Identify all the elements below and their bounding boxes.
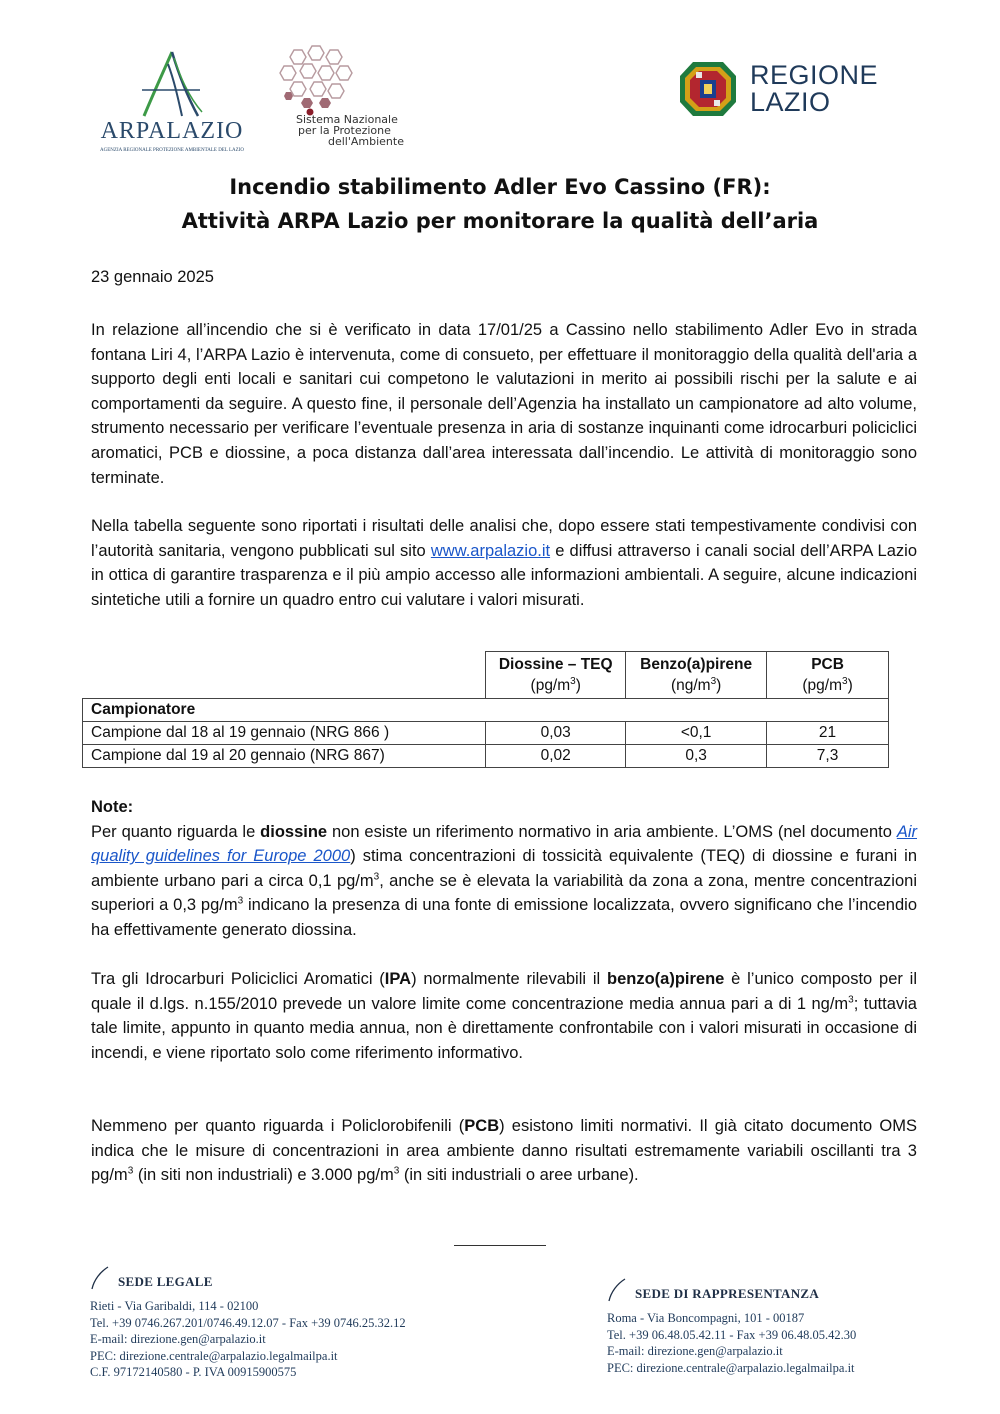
footer-right-heading: SEDE DI RAPPRESENTANZA xyxy=(635,1285,820,1301)
footer-left-pec: PEC: direzione.centrale@arpalazio.legalmailpa.it xyxy=(90,1348,338,1363)
snpa-line-1: Sistema Nazionale xyxy=(296,113,398,126)
footer-left-fiscal: C.F. 97172140580 - P. IVA 00915900575 xyxy=(90,1365,297,1379)
notes-heading: Note: xyxy=(91,798,134,816)
results-table xyxy=(82,651,889,768)
notes-section xyxy=(91,795,917,943)
row-label: Campione dal 19 al 20 gennaio (NRG 867) xyxy=(83,745,486,768)
regione-lazio-crest-icon xyxy=(678,60,738,118)
arpa-swoosh-icon xyxy=(607,1278,627,1302)
document-title xyxy=(80,170,920,238)
oms-guidelines-link[interactable]: Air quality guidelines for Europe 2000 xyxy=(91,822,917,866)
regione-lazio-logo xyxy=(678,60,898,120)
cell-benzoapirene: 0,3 xyxy=(626,745,767,768)
table-header-row xyxy=(83,652,889,699)
footer-separator xyxy=(454,1245,546,1246)
cell-pcb: 21 xyxy=(767,722,889,745)
footer-left-email: E-mail: direzione.gen@arpalazio.it xyxy=(90,1332,266,1346)
footer-left-address: Rieti - Via Garibaldi, 114 - 02100 xyxy=(90,1299,259,1313)
snpa-line-3: dell'Ambiente xyxy=(328,135,404,148)
title-line-1: Incendio stabilimento Adler Evo Cassino (FR): xyxy=(229,175,771,199)
note-ipa-paragraph: Tra gli Idrocarburi Policiclici Aromatici (IPA) normalmente rilevabili il benzo(a)pirene è l’unico composto per il quale il d.lgs. n.155/2010 prevede un valore limite come concentrazione media annua pari a di 1 $ng/m^3$; tuttavia tale limite, appunto in quanto media annua, non è direttamente confrontabile con i valori misurati in occasione di incendi, e viene riportato solo come riferimento informativo. xyxy=(91,970,917,1062)
arpa-swoosh-icon xyxy=(90,1266,110,1290)
cell-pcb: 7,3 xyxy=(767,745,889,768)
title-line-2: Attività ARPA Lazio per monitorare la qualità dell’aria xyxy=(181,209,819,233)
cell-benzoapirene: <0,1 xyxy=(626,722,767,745)
note-pcb-paragraph: Nemmeno per quanto riguarda i Policlorobifenili (PCB) esistono limiti normativi. Il già citato documento OMS indica che le misure di concentrazioni in area ambiente danno risultati estremamente variabili oscillanti tra 3 $pg/m^3$ (in siti non industriali) e 3.000 $pg/m^3$ (in siti industriali o aree urbane). xyxy=(91,1117,917,1185)
arpa-lazio-logo xyxy=(96,50,248,160)
snpa-line-2: per la Protezione xyxy=(298,124,391,137)
table-header-blank xyxy=(83,652,486,699)
arpa-mountain-icon xyxy=(138,50,206,120)
column-header-diossine: Diossine – TEQ $(pg/m^3)$ xyxy=(486,652,626,699)
p2-text-after: e diffusi attraverso i canali social dell’ARPA Lazio in ottica di garantire trasparenza e il più ampio accesso alle informazioni ambientali. A seguire, alcune indicazioni sintetiche utili a fornire un quadro entro cui valutare i valori misurati. xyxy=(91,541,917,609)
snpa-logo xyxy=(266,44,446,154)
table-intro-paragraph xyxy=(91,514,917,612)
lazio-logo-line-2: LAZIO xyxy=(750,87,831,117)
group-label-campionatore: Campionatore xyxy=(83,699,889,722)
footer-right-address: Roma - Via Boncompagni, 101 - 00187 xyxy=(607,1311,805,1325)
arpa-logo-name: ARPALAZIO xyxy=(100,118,244,144)
lazio-logo-line-1: REGIONE xyxy=(750,60,879,90)
footer-left-heading: SEDE LEGALE xyxy=(118,1273,213,1289)
p2-text-before: Nella tabella seguente sono riportati i risultati delle analisi che, dopo essere stati tempestivamente condivisi con l’autorità sanitaria, vengono pubblicati sul sito xyxy=(91,517,917,560)
cell-diossine: 0,03 xyxy=(486,722,626,745)
note-diossine-paragraph: Per quanto riguarda le diossine non esiste un riferimento normativo in aria ambiente. L’OMS (nel documento Air quality guidelines for Europe 2000) stima concentrazioni di tossicità equivalente (TEQ) di diossine e furani in ambiente urbano pari a circa 0,1 $pg/m^3$, anche se è elevata la variabilità da zona a zona, mentre concentrazioni superiori a 0,3 $pg/m^3$ indicano la presenza di una fonte di emissione localizzata, ovvero significano che l’incendio ha effettivamente generato diossina. xyxy=(91,822,918,939)
column-header-benzoapirene: Benzo(a)pirene $(ng/m^3)$ xyxy=(626,652,767,699)
table-row xyxy=(83,722,889,745)
intro-paragraph: In relazione all’incendio che si è verificato in data 17/01/25 a Cassino nello stabilimento Adler Evo in strada fontana Liri 4, l’ARPA Lazio è intervenuta, come di consueto, per effettuare il monitoraggio della qualità dell'aria a supporto degli enti locali e sanitari cui competono le valutazioni in merito ai possibili rischi per la salute e ai comportamenti da seguire. A questo fine, il personale dell’Agenzia ha installato un campionatore ad alto volume, strumento necessario per verificare l’eventuale presenza in aria di sostanze inquinanti come idrocarburi policiclici aromatici, PCB e diossine, a poca distanza dall’area interessata dall’incendio. Le attività di monitoraggio sono terminate. xyxy=(91,321,917,487)
cell-diossine: 0,02 xyxy=(486,745,626,768)
row-label: Campione dal 18 al 19 gennaio (NRG 866 ) xyxy=(83,722,486,745)
column-header-pcb: PCB $(pg/m^3)$ xyxy=(767,652,889,699)
arpalazio-website-link[interactable]: www.arpalazio.it xyxy=(430,541,551,560)
footer-left-phone: Tel. +39 0746.267.201/0746.49.12.07 - Fax +39 0746.25.32.12 xyxy=(90,1315,406,1330)
hexagon-network-icon xyxy=(274,44,384,116)
footer-sede-rappresentanza xyxy=(607,1278,856,1376)
table-group-row xyxy=(83,699,889,722)
arpa-logo-subtitle: AGENZIA REGIONALE PROTEZIONE AMBIENTALE DEL LAZIO xyxy=(100,148,244,153)
footer-right-email: E-mail: direzione.gen@arpalazio.it xyxy=(607,1344,783,1358)
footer-sede-legale xyxy=(90,1266,406,1381)
footer-right-pec: PEC: direzione.centrale@arpalazio.legalmailpa.it xyxy=(607,1360,855,1375)
table-row xyxy=(83,745,889,768)
document-date: 23 gennaio 2025 xyxy=(91,268,214,286)
footer-right-phone: Tel. +39 06.48.05.42.11 - Fax +39 06.48.05.42.30 xyxy=(607,1327,857,1342)
